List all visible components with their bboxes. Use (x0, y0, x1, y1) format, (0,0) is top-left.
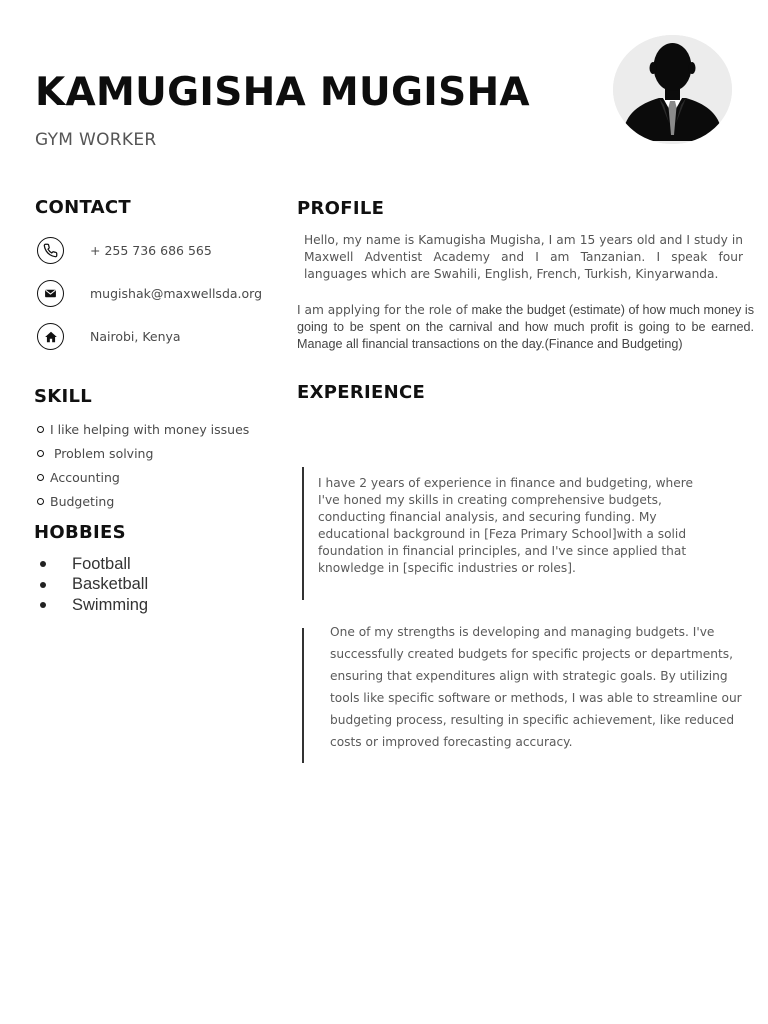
job-title: GYM WORKER (35, 130, 157, 150)
dot-bullet-icon (40, 582, 46, 588)
list-item: Swimming (37, 595, 148, 616)
application-detail: make the budget (estimate) of how much money is going to be spent on the carnival and how much profit is going to be earned. Manage all financial transactions on the day.(Finance and Budgeting) (297, 303, 754, 351)
contact-address-text: Nairobi, Kenya (90, 329, 181, 344)
email-icon (37, 280, 64, 307)
profile-application (297, 302, 754, 353)
experience-divider (302, 467, 304, 600)
hobby-list (37, 554, 148, 616)
list-item: Basketball (37, 575, 148, 596)
circle-bullet-icon (37, 474, 44, 481)
application-lead: I am applying for the role of (297, 303, 472, 317)
contact-heading: CONTACT (35, 197, 131, 218)
dot-bullet-icon (40, 561, 46, 567)
experience-entry-1: I have 2 years of experience in finance and budgeting, where I've honed my skills in creating comprehensive budgets, conducting financial analysis, and securing funding. My educational background in [Feza Primary School]with a solid foundation in financial principles, and I've since applied that knowledge in [specific industries or roles]. (318, 476, 694, 575)
profile-heading: PROFILE (297, 198, 385, 219)
dot-bullet-icon (40, 602, 46, 608)
list-item: Football (37, 554, 148, 575)
contact-phone-text: + 255 736 686 565 (90, 243, 212, 258)
list-item: I like helping with money issues (37, 417, 249, 441)
contact-email-text[interactable]: mugishak@maxwellsda.org (90, 286, 263, 301)
skill-list (37, 417, 249, 513)
phone-icon (37, 237, 64, 264)
contact-email[interactable] (37, 280, 263, 307)
resume-name: KAMUGISHA MUGISHA (35, 70, 530, 115)
contact-address (37, 323, 181, 350)
list-item: Problem solving (37, 441, 249, 465)
person-silhouette-icon (613, 35, 732, 144)
skill-heading: SKILL (34, 386, 93, 407)
hobbies-heading: HOBBIES (34, 522, 126, 543)
circle-bullet-icon (37, 450, 44, 457)
home-icon (37, 323, 64, 350)
contact-phone (37, 237, 212, 264)
experience-entry-2: One of my strengths is developing and managing budgets. I've successfully created budgets for specific projects or departments, ensuring that expenditures align with strategic goals. By utilizing tools like specific software or methods, I was able to streamline our budgeting process, resulting in specific achievement, like reduced costs or improved forecasting accuracy. (330, 625, 742, 749)
list-item: Accounting (37, 465, 249, 489)
circle-bullet-icon (37, 426, 44, 433)
profile-paragraph: Hello, my name is Kamugisha Mugisha, I am 15 years old and I study in Maxwell Adventist Academy and I am Tanzanian. I speak four languages which are Swahili, English, French, Turkish, Kinyarwanda. (304, 233, 743, 281)
circle-bullet-icon (37, 498, 44, 505)
experience-heading: EXPERIENCE (297, 382, 426, 403)
experience-divider (302, 628, 304, 763)
list-item: Budgeting (37, 489, 249, 513)
